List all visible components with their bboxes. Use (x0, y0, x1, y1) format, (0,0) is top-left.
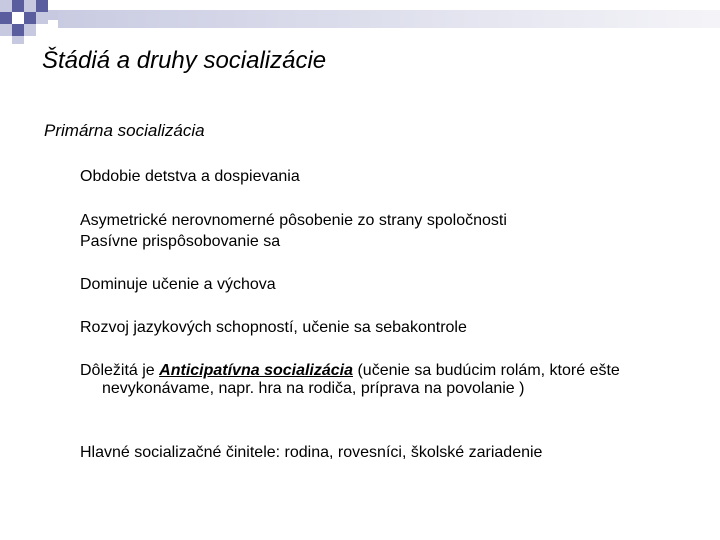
bullet-line-last: Hlavné socializačné činitele: rodina, rovesníci, školské zariadenie (80, 444, 543, 461)
bullet-line-1: Obdobie detstva a dospievania (80, 168, 300, 185)
bullet-line-2: Asymetrické nerovnomerné pôsobenie zo strany spoločnosti (80, 212, 507, 229)
slide-title: Štádiá a druhy socializácie (42, 47, 327, 74)
bullet-line-4: Dominuje učenie a výchova (80, 276, 276, 293)
header-band (58, 10, 720, 28)
bullet-line-3: Pasívne prispôsobovanie sa (80, 233, 281, 250)
decorative-header-pattern (0, 0, 720, 46)
anticipatory-prefix: Dôležitá je (80, 362, 160, 379)
square-pattern (0, 0, 58, 44)
anticipatory-paragraph (80, 362, 700, 398)
anticipatory-continuation: nevykonávame, napr. hra na rodiča, príprava na povolanie ) (102, 380, 525, 397)
section-heading: Primárna socializácia (44, 121, 205, 140)
anticipatory-term: Anticipatívna socializácia (159, 362, 354, 379)
bullet-line-5: Rozvoj jazykových schopností, učenie sa sebakontrole (80, 319, 467, 336)
anticipatory-rest: (učenie sa budúcim rolám, ktoré ešte (353, 362, 620, 379)
